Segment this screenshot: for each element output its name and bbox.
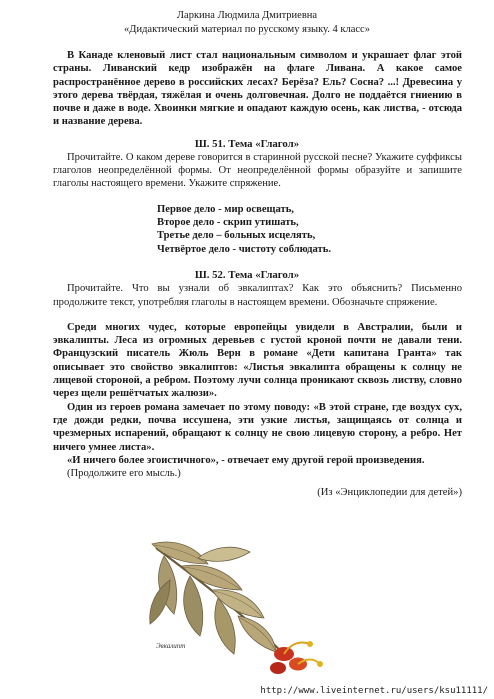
exercise-51-task: Прочитайте. О каком дереве говорится в старинной русской песне? Укажите суффиксы глаголов неопределённой формы. От неопределённой формы образуйте и запишите глаголы настоящего времени. Укажите спряжение. bbox=[53, 151, 462, 190]
eucalyptus-text: Среди многих чудес, которые европейцы увидели в Австралии, были и эвкалипты. Леса из огромных деревьев с густой кроной почти не давали тени. Французский писатель Жюль Верн в романе «Дети капитана Гранта» так описывает это свойство эвкалиптов: «Листья эвкалипта обращены к солнцу не лицевой стороной, а ребром. Поэтому лучи солнца проникают сквозь листву, словно через щели решётчатых жалюзи». bbox=[53, 321, 462, 400]
source-note: (Из «Энциклопедии для детей») bbox=[317, 487, 462, 499]
poem-line: Второе дело - скрип утишать, bbox=[157, 217, 299, 229]
eucalyptus-illustration bbox=[134, 536, 344, 686]
poem-line: Четвёртое дело - чистоту соблюдать. bbox=[157, 243, 332, 255]
intro-paragraph: В Канаде кленовый лист стал национальным символом и украшает флаг этой страны. Ливанский кедр изображён на флаге Ливана. А какое самое распространённое дерево в российских лесах? Берёза? Ель? Сосна? ...! Древесина у этого дерева твёрдая, тяжёлая и очень долговечная. Долго не поддаётся гниению в почве и даже в воде. Хвоинки мягкие и опадают каждую осень, как листва, - отсюда и название дерева. bbox=[53, 50, 462, 128]
book-title: «Дидактический материал по русскому языку. 4 класс» bbox=[124, 24, 370, 35]
illustration-caption: Эвкалипт bbox=[156, 642, 186, 650]
song-poem bbox=[157, 203, 494, 257]
author-line: Ларкина Людмила Дмитриевна bbox=[176, 10, 318, 21]
footer-url[interactable]: http://www.liveinternet.ru/users/ksu11111/ bbox=[260, 686, 488, 696]
poem-line: Первое дело - мир освещать, bbox=[157, 203, 294, 215]
exercise-52-task: Прочитайте. Что вы узнали об эвкалиптах? Как это объяснить? Письменно продолжите текст, употребляя глаголы в настоящем времени. Обозначьте спряжение. bbox=[53, 283, 462, 308]
continue-note: (Продолжите его мысль.) bbox=[67, 468, 181, 480]
poem-line: Третье дело – больных исцелять, bbox=[157, 230, 316, 242]
exercise-51-heading: Ш. 51. Тема «Глагол» bbox=[194, 137, 300, 150]
reply-quote: «И ничего более эгоистичного», - отвечает ему другой герой произведения. bbox=[67, 454, 425, 466]
exercise-52-heading: Ш. 52. Тема «Глагол» bbox=[194, 269, 300, 282]
novel-quote: Один из героев романа замечает по этому поводу: «В этой стране, где воздух сух, где дожди редки, почва иссушена, эти узкие листья, защищаясь от солнца и чрезмерных испарений, обращают к солнцу не свою лицевую сторону, а ребро. Нет ничего умнее листа». bbox=[53, 401, 462, 453]
